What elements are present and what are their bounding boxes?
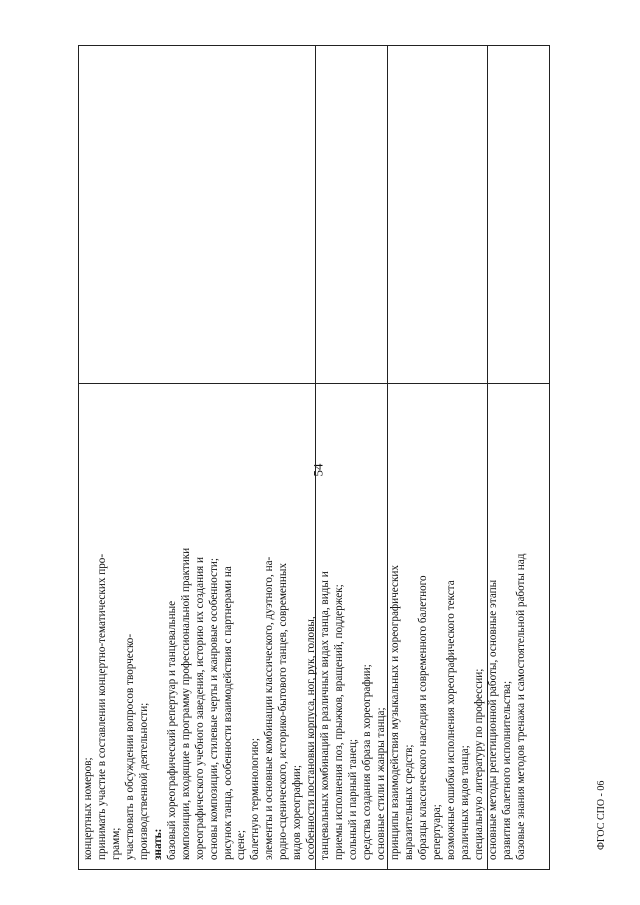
table-text-line: сольный и парный танец; — [347, 738, 360, 860]
table-text-line: основы композиции, стилевые черты и жанровые особенности; — [207, 557, 220, 860]
table-text-line: рисунок танца, особенности взаимодействия с партнерами на — [221, 566, 234, 860]
table-text-line: знать: — [151, 828, 164, 860]
table-text-line: основные стили и жанры танца; — [375, 707, 388, 860]
footer-standard-code: ФГОС СПО - 06 — [596, 780, 607, 850]
table-text-line: базовый хореографический репертуар и танцевальные — [165, 600, 178, 860]
table-text-line: танцевальных комбинаций в различных видах танца, виды и — [319, 571, 332, 860]
table-text-line: производственной деятельности; — [137, 702, 150, 860]
table-text-line: грамм; — [109, 827, 122, 860]
table-text-line: базовые знания методов тренажа и самостоятельной работы над — [514, 553, 527, 860]
table-text-line: образцы классического наследия и современного балетного — [416, 575, 429, 860]
table-text-line: репертуара; — [430, 804, 443, 860]
table-text-line: принимать участие в составлении концертно-тематических про- — [95, 553, 108, 860]
table-text-line: средства создания образа в хореографии; — [361, 664, 374, 860]
table-text-line: композиции, входящие в программу профессиональной практики — [179, 547, 192, 860]
table-text-line: концертных номеров; — [82, 757, 94, 860]
table-text-line: сцене; — [235, 830, 248, 860]
table-text-line: специальную литературу по профессии; — [472, 668, 485, 860]
table-cell-requirements — [82, 385, 527, 860]
table-text-line: родно-сценического, историко-бытового танцев, современных — [277, 563, 290, 860]
table-text-line: приемы исполнения поз, прыжков, вращений, поддержек; — [333, 584, 346, 860]
table-text-line: развития балетного исполнительства; — [500, 680, 513, 860]
table-text-line: основные методы репетиционной работы, основные этапы — [486, 579, 499, 860]
page-number: 54 — [310, 463, 326, 477]
table-text-line: выразительных средств; — [402, 744, 415, 860]
table-text-line: элементы и основные комбинации классического, дуэтного, на- — [263, 556, 276, 860]
table-text-line: балетную терминологию; — [249, 738, 262, 860]
table-text-line: принципы взаимодействия музыкальных и хореографических — [388, 565, 401, 860]
table-text-line: особенности постановки корпуса, ног, рук, головы, — [305, 616, 318, 860]
table-text-line: различных видов танца; — [458, 745, 471, 860]
table-row-divider — [78, 383, 550, 384]
table-text-line: возможные ошибки исполнения хореографического текста — [444, 580, 457, 860]
table-text-line: видов хореографии; — [291, 764, 304, 860]
table-text-line: участвовать в обсуждении вопросов творческо- — [123, 633, 136, 860]
table-text-line: хореографического учебного заведения, историю их создания и — [193, 557, 206, 860]
